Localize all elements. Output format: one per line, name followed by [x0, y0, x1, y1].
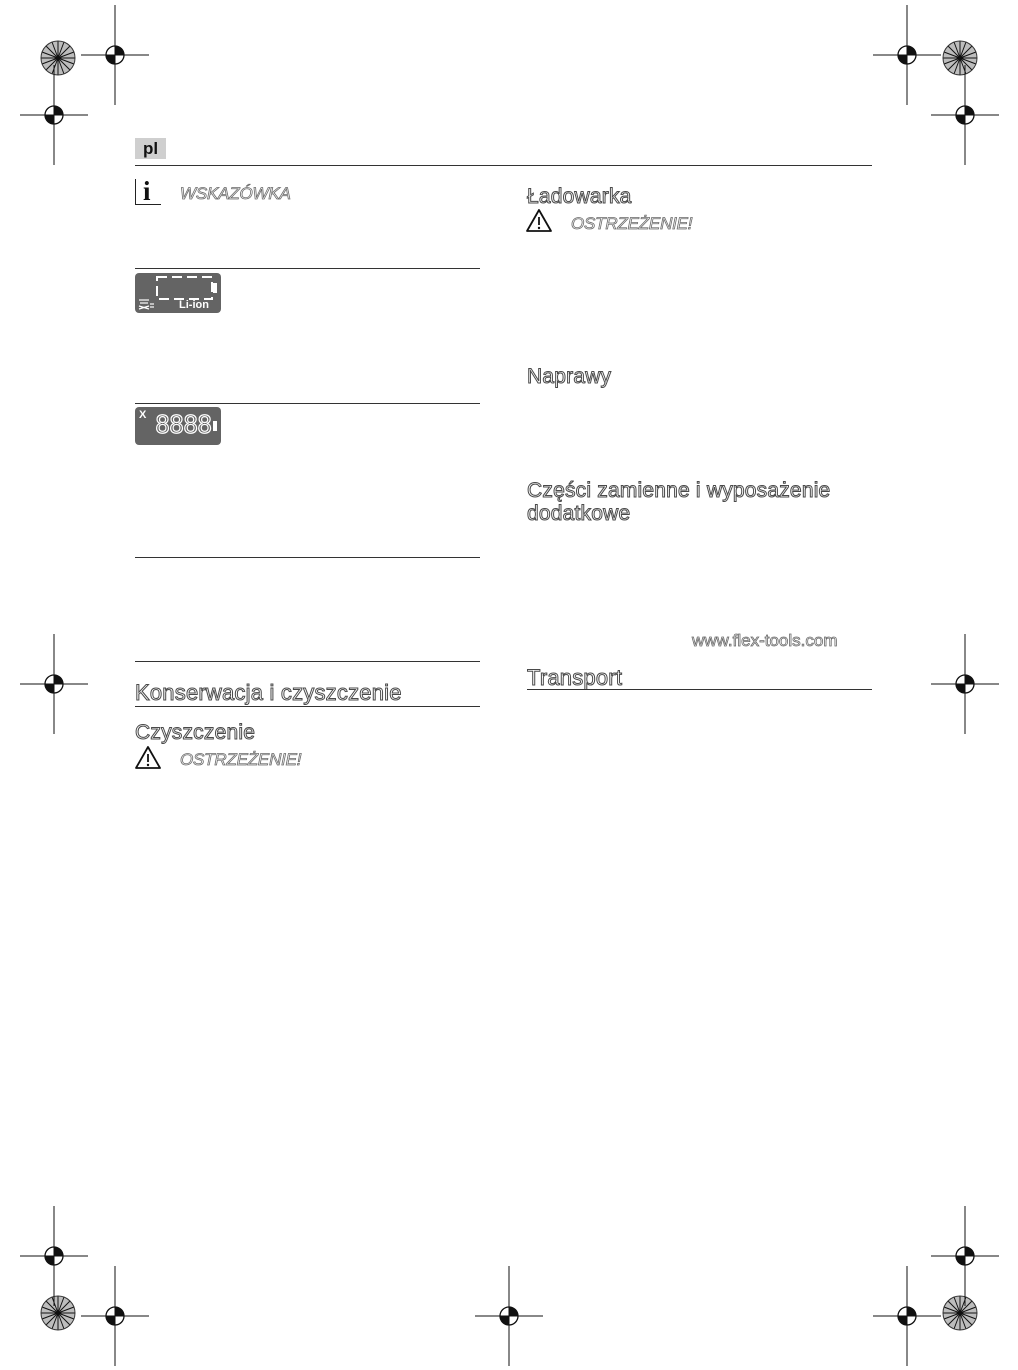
warning-icon	[134, 745, 162, 770]
language-tab: pl	[135, 138, 166, 159]
website-link[interactable]: www.flex-tools.com	[692, 631, 838, 650]
header-rule	[135, 165, 872, 166]
display-digits: 8888	[155, 410, 212, 439]
divider	[135, 268, 480, 269]
divider	[135, 661, 480, 662]
warning-label: OSTRZEŻENIE!	[571, 214, 693, 233]
battery-display-counter	[135, 407, 221, 445]
section-title-maintenance: Konserwacja i czyszczenie	[135, 680, 402, 705]
battery-tip-icon	[213, 421, 217, 431]
star-mark-top-right	[943, 41, 977, 75]
info-icon: i	[135, 179, 161, 205]
star-mark-bottom-left	[41, 1296, 75, 1330]
warning-label: OSTRZEŻENIE!	[180, 750, 302, 769]
warning-icon	[525, 208, 553, 233]
star-mark-bottom-right	[943, 1296, 977, 1330]
repairs-title: Naprawy	[527, 365, 612, 388]
battery-display-li-ion	[135, 273, 221, 313]
li-ion-label: Li-ion	[179, 299, 209, 311]
divider	[135, 403, 480, 404]
charger-title: Ładowarka	[527, 185, 632, 208]
parts-title: Części zamienne i wyposażenie dodatkowe	[527, 479, 831, 525]
section-underline	[135, 706, 480, 707]
section-underline	[527, 689, 872, 690]
note-label: WSKAZÓWKA	[180, 184, 291, 203]
display-prefix: X	[139, 409, 147, 421]
divider	[135, 557, 480, 558]
star-mark-top-left	[41, 41, 75, 75]
subsection-title-cleaning: Czyszczenie	[135, 721, 256, 744]
transport-title: Transport	[527, 665, 623, 690]
